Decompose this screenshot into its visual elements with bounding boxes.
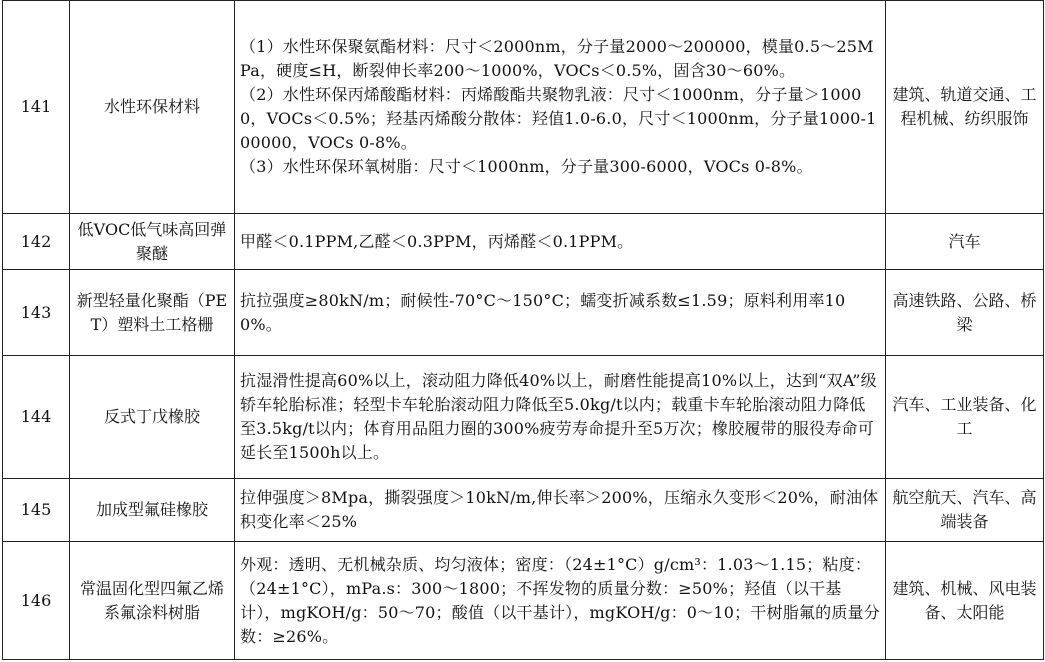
material-name: 反式丁戊橡胶: [70, 356, 235, 479]
material-name: 常温固化型四氟乙烯系氟涂料树脂: [70, 542, 235, 660]
table-row: [3, 479, 1044, 542]
material-name: 新型轻量化聚酯（PET）塑料土工格栅: [70, 270, 235, 356]
spec-text: 外观：透明、无机械杂质、均匀液体；密度：（24±1°C）g/cm³：1.03～1.15；粘度：（24±1°C），mPa.s：300～1800；不挥发物的质量分数：≥50%；羟值（以干基计），mgKOH/g：50～70；酸值（以干基计），mgKOH/g：0～10；干树脂氟的质量分数：≥26%。: [235, 542, 886, 660]
spec-text: [235, 1, 886, 214]
application-field: 汽车、工业装备、化工: [886, 356, 1044, 479]
spec-text: 抗拉强度≥80kN/m；耐候性-70°C～150°C；蠕变折减系数≤1.59；原料利用率100%。: [235, 270, 886, 356]
table-row: [3, 542, 1044, 660]
table-row: [3, 356, 1044, 479]
spec-text: 拉伸强度＞8Mpa，撕裂强度＞10kN/m,伸长率＞200%，压缩永久变形＜20%，耐油体积变化率＜25%: [235, 479, 886, 542]
application-field: 汽车: [886, 214, 1044, 270]
spec-line: （2）水性环保丙烯酸酯材料：丙烯酸酯共聚物乳液：尺寸＜1000nm，分子量＞10000，VOCs＜0.5%；羟基丙烯酸分散体：羟值1.0-6.0，尺寸＜1000nm，分子量1000-100000，VOCs 0-8%。: [240, 85, 877, 152]
row-number: 142: [3, 214, 70, 270]
row-number: 146: [3, 542, 70, 660]
table-row: [3, 1, 1044, 214]
table-row: [3, 214, 1044, 270]
spec-table: [2, 0, 1044, 660]
material-name: 低VOC低气味高回弹聚醚: [70, 214, 235, 270]
row-number: 144: [3, 356, 70, 479]
material-name: 水性环保材料: [70, 1, 235, 214]
application-field: 建筑、机械、风电装备、太阳能: [886, 542, 1044, 660]
row-number: 145: [3, 479, 70, 542]
application-field: 航空航天、汽车、高端装备: [886, 479, 1044, 542]
spec-line: （3）水性环保环氧树脂：尺寸＜1000nm，分子量300-6000，VOCs 0-8%。: [240, 157, 813, 176]
row-number: 143: [3, 270, 70, 356]
application-field: 建筑、轨道交通、工程机械、纺织服饰: [886, 1, 1044, 214]
table-row: [3, 270, 1044, 356]
material-name: 加成型氟硅橡胶: [70, 479, 235, 542]
spec-text: 抗湿滑性提高60%以上，滚动阻力降低40%以上，耐磨性能提高10%以上，达到“双A”级轿车轮胎标准；轻型卡车轮胎滚动阻力降低至5.0kg/t以内；载重卡车轮胎滚动阻力降低至3.5kg/t以内；体育用品阻力圈的300%疲劳寿命提升至5万次；橡胶履带的服役寿命可延长至1500h以上。: [235, 356, 886, 479]
spec-text: 甲醛＜0.1PPM,乙醛＜0.3PPM，丙烯醛＜0.1PPM。: [235, 214, 886, 270]
row-number: 141: [3, 1, 70, 214]
application-field: 高速铁路、公路、桥梁: [886, 270, 1044, 356]
spec-line: （1）水性环保聚氨酯材料：尺寸＜2000nm，分子量2000～200000，模量0.5～25MPa，硬度≤H，断裂伸长率200～1000%，VOCs＜0.5%，固含30～60%。: [240, 37, 874, 80]
